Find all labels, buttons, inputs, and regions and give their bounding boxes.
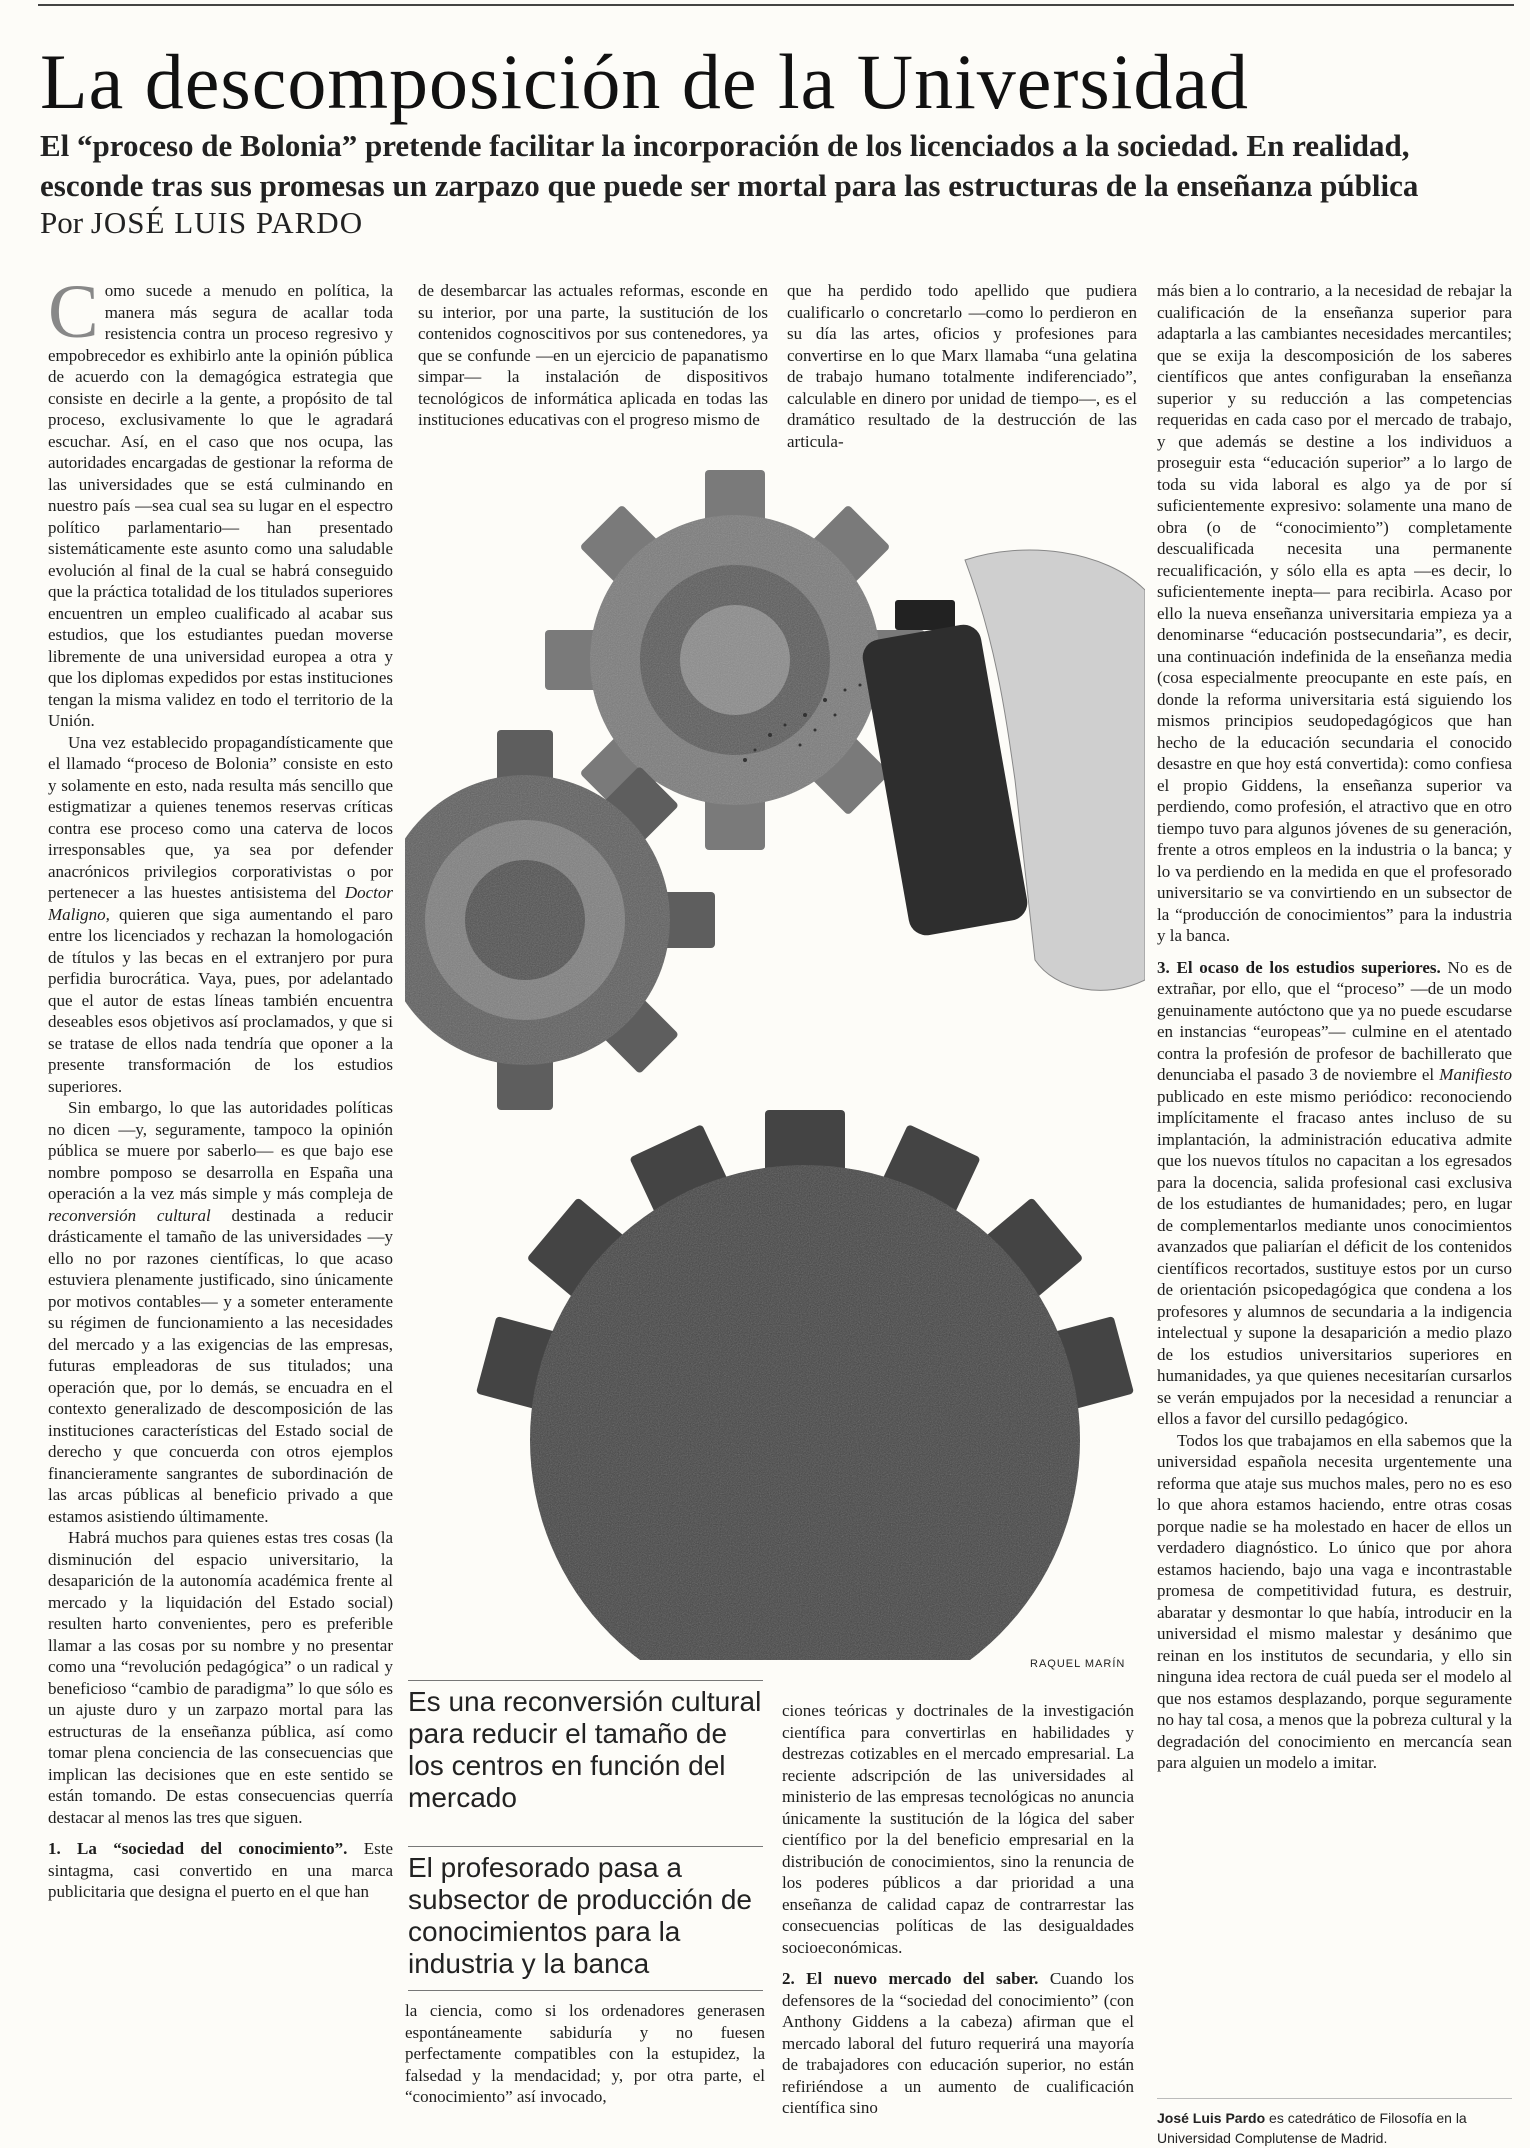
column-3-bottom bbox=[782, 1700, 1134, 2140]
illustration-credit: RAQUEL MARÍN bbox=[1030, 1658, 1126, 1670]
pullquote-1-top-rule bbox=[408, 1680, 763, 1681]
paragraph-2 bbox=[48, 732, 393, 1098]
column-2-top bbox=[418, 280, 768, 460]
paragraph-3-emphasis: reconversión cultural bbox=[48, 1205, 211, 1225]
pullquote-bottom-rule bbox=[408, 1990, 763, 1991]
byline bbox=[40, 204, 363, 244]
column-3-bottom-paragraph-2 bbox=[782, 1968, 1134, 2119]
column-4 bbox=[1157, 280, 1512, 2140]
column-3-bottom-paragraph-2-text: Cuando los defensores de la “sociedad del conocimiento” (con Anthony Giddens a la cabeza) afirman que el mercado laboral del futuro requerirá una mayoría de trabajadores con educación superior, no están refiriéndose a un aumento de cualificación científica sino bbox=[782, 1969, 1134, 2117]
bio-name: José Luis Pardo bbox=[1157, 2110, 1266, 2126]
column-2-bottom bbox=[405, 2000, 765, 2140]
column-3-top bbox=[787, 280, 1137, 460]
column-4-paragraph-2-text-a: No es de extrañar, por ello, que el “proceso” —de un modo genuinamente autóctono que ya no puede escudarse en instancias “europeas”— culmine en el atentado contra la profesión de profesor de bachillerato que denunciaba el pasado 3 de noviembre el bbox=[1157, 957, 1512, 1084]
subhead-2: 2. El nuevo mercado del saber. bbox=[782, 1969, 1039, 1988]
pullquote-2: El profesorado pasa a subsector de producción de conocimientos para la industria y la banca bbox=[408, 1852, 752, 1979]
subhead-1: 1. La “sociedad del conocimiento”. bbox=[48, 1839, 348, 1858]
paragraph-4 bbox=[48, 1527, 393, 1828]
manifiesto-emphasis: Manifiesto bbox=[1439, 1065, 1512, 1084]
paragraph-4-text: Habrá muchos para quienes estas tres cosas (la disminución del espacio universitario, la desaparición de la autonomía académica frente al mercado y la liquidación del Estado social) resulten harto convenientes, pero es preferible llamar a las cosas por su nombre y no presentar como una “revolución pedagógica” o un radical y beneficioso “cambio de paradigma” lo que sólo es un ajuste duro y un zarpazo mortal para las estructuras de la enseñanza pública, así como tomar plena conciencia de las consecuencias que implican las decisiones que en este sentido se están tomando. De estas consecuencias querría destacar al menos las tres que siguen. bbox=[48, 1528, 393, 1827]
subhead-3: 3. El ocaso de los estudios superiores. bbox=[1157, 957, 1441, 977]
column-2-paragraph: de desembarcar las actuales reformas, esconde en su interior, por una parte, la sustitución de los contenidos cognoscitivos por sus contenedores, ya que se confunde —en un ejercicio de papanatismo simpar— la instalación de dispositivos tecnológicos de informática aplicada en todas las instituciones educativas con el progreso mismo de bbox=[418, 281, 768, 429]
drop-cap: C bbox=[48, 280, 99, 354]
bio-text: es catedrático de Filosofía en la Universidad Complutense de Madrid. bbox=[1157, 2110, 1467, 2146]
paragraph-2-text-a: Una vez establecido propagandísticamente que el llamado “proceso de Bolonia” consiste en esto y solamente en esto, nada resulta más sencillo que estigmatizar a quienes tenemos reservas críticas contra ese proceso como una caterva de locos irresponsables que, ya sea por defender anacrónicos privilegios corporativistas o por pertenecer a las huestes antisistema del bbox=[48, 732, 393, 902]
column-1 bbox=[48, 280, 393, 2140]
paragraph-1-text: omo sucede a menudo en política, la manera más segura de acallar toda resistencia contra un proceso regresivo y empobrecedor es exhibirlo ante la opinión pública de acuerdo con la demagógica estrategia que consiste en decirle a la gente, a propósito de tal proceso, exclusivamente lo que le agradará escuchar. Así, en el caso que nos ocupa, las autoridades encargadas de gestionar la reforma de las universidades que se está culminando en nuestro país —sea cual sea su lugar en el espectro político parlamentario— han presentado sistemáticamente este asunto como una saludable evolución al final de la cual se habrá conseguido que la práctica totalidad de los titulados superiores encuentren un empleo cualificado al acabar sus estudios, que los estudiantes puedan moverse libremente de una universidad europea a otra y que los diplomas expedidos por estas instituciones tengan la misma validez en todo el territorio de la Unión. bbox=[48, 281, 393, 730]
headline: La descomposición de la Universidad bbox=[40, 38, 1249, 125]
column-3-bottom-paragraph-1: ciones teóricas y doctrinales de la investigación científica para convertirlas en habilidades y destrezas cotizables en el mercado empresarial. La reciente adscripción de las universidades al ministerio de las empresas tecnológicas no anuncia únicamente la sustitución de la lógica del saber científico por la del beneficio empresarial en la distribución de conocimientos, sino la renuncia de los poderes públicos a dar prioridad a una enseñanza de calidad capaz de contrarrestar las consecuencias políticas de las desigualdades socioeconómicas. bbox=[782, 1701, 1134, 1957]
paragraph-5-text: Este sintagma, casi convertido en una marca publicitaria que designa el puerto en el que han bbox=[48, 1839, 393, 1901]
column-4-paragraph-2 bbox=[1157, 957, 1512, 1430]
column-4-paragraph-3: Todos los que trabajamos en ella sabemos que la universidad española necesita urgentemente una reforma que ataje sus muchos males, pero no es eso lo que ahora estamos haciendo, entre otras cosas porque nadie se ha molestado en hacer de ellos un verdadero diagnóstico. Lo único que por ahora estamos haciendo, bajo una vaga e incontrastable promesa de competitividad futura, es destruir, abaratar y desmontar lo que había, introducir en la universidad el mismo malestar y desánimo que reinan en los institutos de secundaria, y ello sin ninguna idea rectora de cuál pueda ser el modelo al que nos estamos desplazando, porque seguramente no hay tal cosa, a menos que la pobreza cultural y la degradación del conocimiento en mercancía sean para alguien un modelo a imitar. bbox=[1157, 1430, 1512, 1772]
column-4-paragraph-2-text-b: publicado en este mismo periódico: reconociendo implícitamente el fracaso antes incluso de su implantación, la administración educativa admite que los nuevos títulos no capacitan a los egresados para la docencia, salida profesional casi exclusiva de los estudiantes de humanidades; pero, en lugar de complementarlos mediante unos conocimientos avanzados que paliarían el déficit de los contenidos científicos recortados, sustituye estos por un curso de orientación psicopedagógica que condena a los profesores y alumnos de secundaria a la indigencia intelectual y supone la desaparición a medio plazo de los estudios universitarios superiores en humanidades, ya que quienes necesitarían cursarlos se verán empujados por la necesidad a renunciar a ellos a favor del cursillo pedagógico. bbox=[1157, 1086, 1512, 1428]
column-4-paragraph-1: más bien a lo contrario, a la necesidad de rebajar la cualificación de la enseñanza superior para adaptarla a las cambiantes necesidades mercantiles; que se exija la descomposición de los saberes científicos que antes configuraban la enseñanza superior y su reducción a las competencias requeridas en cada caso por el mercado de trabajo, y que además se destine a los individuos a proseguir esta “educación superior” a lo largo de toda su vida laboral es algo ya de por sí suficientemente expresivo: solamente una mano de obra (o de “conocimiento”) completamente descualificada necesita una permanente recualificación, y sólo ella es apta —es decir, lo suficientemente inepta— para recibirla. Acaso por ello la nueva enseñanza universitaria empieza ya a denominarse “educación postsecundaria”, es decir, una continuación indefinida de la enseñanza media (cosa especialmente preocupante en este país, en donde la reforma universitaria está siguiendo los mismos principios seudopedagógicos que han hecho de la educación secundaria el conocido desastre en que hoy está convertida): como confiesa el propio Giddens, la enseñanza superior va perdiendo, como profesión, el atractivo que en otro tiempo tuvo para algunos jóvenes de su generación, frente a otros empleos en la industria o la banca; y lo va perdiendo en la medida en que el profesorado universitario se va convirtiendo en un subsector de la “producción de conocimientos” para la industria y la banca. bbox=[1157, 281, 1512, 945]
paragraph-2-text-b: quieren que siga aumentando el paro entre los licenciados y rechazan la homologación de títulos y las becas en el extranjero por pura perfidia burocrática. Vaya, pues, por adelantado que el autor de estas líneas también encuentra deseables esos objetivos así proclamados, y que si se tratase de ellos nada tendría que oponer a la presente transformación de los estudios superiores. bbox=[48, 904, 393, 1096]
subtitle: El “proceso de Bolonia” pretende facilitar la incorporación de los licenciados a la sociedad. En realidad, esconde tras sus promesas un zarpazo que puede ser mortal para las estructuras de la enseñanza pública bbox=[40, 128, 1419, 203]
large-gear bbox=[476, 1110, 1134, 1660]
paragraph-2-emphasis: Doctor Maligno, bbox=[48, 883, 393, 924]
author-name: JOSÉ LUIS PARDO bbox=[90, 205, 364, 240]
paragraph-3-text-a: Sin embargo, lo que las autoridades políticas no dicen —y, seguramente, tampoco la opinión pública se muere por saberlo— es que bajo ese nombre pomposo se desarrolla en España una operación a la vez más simple y más compleja de bbox=[48, 1098, 393, 1203]
gears-illustration bbox=[405, 460, 1145, 1660]
author-bio bbox=[1157, 2108, 1512, 2148]
paragraph-3 bbox=[48, 1097, 393, 1527]
paragraph-5 bbox=[48, 1838, 393, 1903]
pullquote-1: Es una reconversión cultural para reducir el tamaño de los centros en función del mercado bbox=[408, 1686, 762, 1813]
paragraph-1 bbox=[48, 280, 393, 732]
byline-prefix: Por bbox=[40, 205, 84, 240]
bio-rule bbox=[1157, 2098, 1512, 2099]
column-3-paragraph: que ha perdido todo apellido que pudiera cualificarlo o concretarlo —como lo perdieron en su día las artes, oficios y profesiones para convertirse en lo que Marx llamaba “una gelatina de trabajo humano totalmente indiferenciado”, calculable en dinero por unidad de tiempo—, es el dramático resultado de la destrucción de las articula- bbox=[787, 281, 1137, 451]
paragraph-3-text-b: destinada a reducir drásticamente el tamaño de las universidades —y ello no por razones científicas, lo que acaso estuviera plenamente justificado, sino únicamente por motivos contables— y a someter enteramente su régimen de funcionamiento a las necesidades del mercado y a las exigencias de las empresas, futuras empleadoras de sus titulados; una operación que, por lo demás, se encuadra en el contexto generalizado de descomposición de las instituciones características del Estado social de derecho y que concuerda con otros ejemplos financieramente sangrantes de subordinación de las arcas públicas al beneficio privado a que estamos asistiendo últimamente. bbox=[48, 1205, 393, 1526]
column-2-bottom-paragraph: la ciencia, como si los ordenadores generasen espontáneamente sabiduría y no fuesen perfectamente compatibles con la estupidez, la falsedad y la mendacidad; y, por otra parte, el “conocimiento” así invocado, bbox=[405, 2001, 765, 2106]
pullquote-2-top-rule bbox=[408, 1846, 763, 1847]
top-rule bbox=[38, 4, 1514, 6]
